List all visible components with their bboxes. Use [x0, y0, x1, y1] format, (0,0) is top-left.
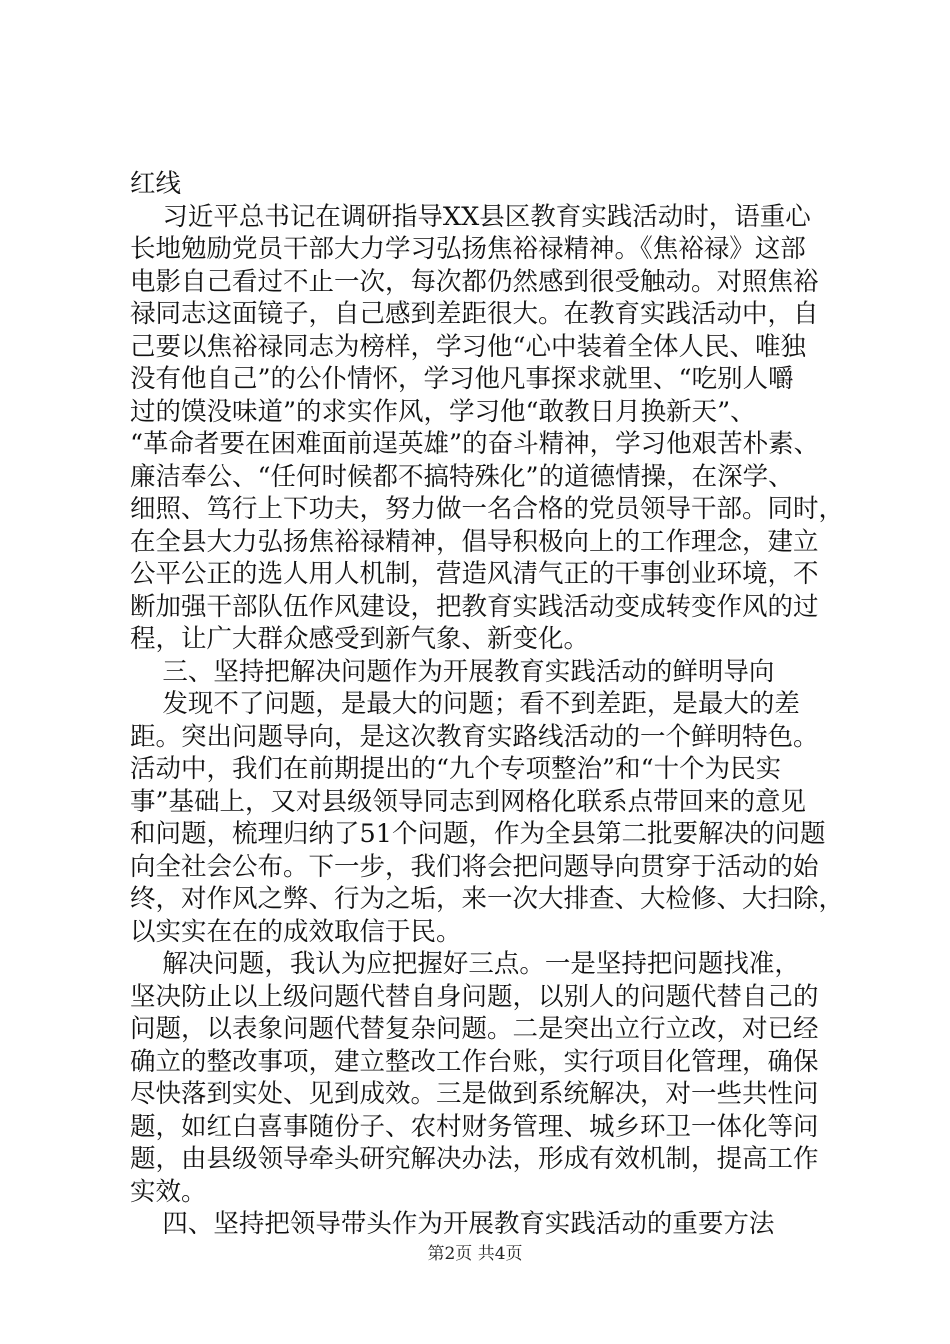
document-body [130, 168, 845, 1241]
text-line: 发现不了问题，是最大的问题；看不到差距，是最大的差 [130, 689, 800, 719]
text-line: 距。突出问题导向，是这次教育实路线活动的一个鲜明特色。 [130, 721, 819, 752]
text-line: 坚决防止以上级问题代替自身问题，以别人的问题代替自己的 [130, 981, 819, 1012]
text-line: 活动中，我们在前期提出的“九个专项整治”和“十个为民实 [130, 754, 782, 784]
text-line: 程，让广大群众感受到新气象、新变化。 [130, 624, 590, 654]
text-line: 向全社会公布。下一步，我们将会把问题导向贯穿于活动的始 [130, 851, 819, 882]
text-line: 红线 [130, 169, 182, 199]
text-line: 公平公正的选人用人机制，营造风清气正的干事创业环境，不 [130, 559, 819, 589]
text-line: 己要以焦裕禄同志为榜样，学习他“心中装着全体人民、唯独 [130, 331, 807, 362]
text-line: 题，如红白喜事随份子、农村财务管理、城乡环卫一体化等问 [130, 1111, 819, 1142]
text-line: 习近平总书记在调研指导XX县区教育实践活动时，语重心 [130, 201, 811, 232]
text-line: 事”基础上，又对县级领导同志到网格化联系点带回来的意见 [130, 786, 807, 817]
text-line: 三、坚持把解决问题作为开展教育实践活动的鲜明导向 [130, 656, 775, 687]
text-line: 实效。 [130, 1176, 207, 1207]
text-line: 禄同志这面镜子，自己感到差距很大。在教育实践活动中，自 [130, 299, 819, 329]
text-line: 四、坚持把领导带头作为开展教育实践活动的重要方法 [130, 1209, 775, 1239]
text-line: 终，对作风之弊、行为之垢，来一次大排查、大检修、大扫除， [130, 884, 845, 914]
text-line: 题，由县级领导牵头研究解决办法，形成有效机制，提高工作 [130, 1144, 819, 1174]
text-line: 和问题，梳理归纳了51个问题，作为全县第二批要解决的问题 [130, 819, 826, 849]
page-footer: 第2页 共4页 [427, 1244, 523, 1264]
text-line: 没有他自己”的公仆情怀，学习他凡事探求就里、“吃别人嚼 [130, 364, 794, 394]
text-line: 长地勉励党员干部大力学习弘扬焦裕禄精神。《焦裕禄》这部 [130, 234, 806, 264]
text-line: 解决问题，我认为应把握好三点。一是坚持把问题找准， [130, 949, 800, 979]
text-line: 电影自己看过不止一次，每次都仍然感到很受触动。对照焦裕 [130, 266, 819, 297]
text-line: 廉洁奉公、“任何时候都不搞特殊化”的道德情操，在深学、 [130, 461, 794, 492]
text-line: 尽快落到实处、见到成效。三是做到系统解决，对一些共性问 [130, 1079, 819, 1109]
text-line: 过的馍没味道”的求实作风，学习他“敢教日月换新天”、 [130, 396, 756, 427]
text-line: 在全县大力弘扬焦裕禄精神，倡导积极向上的工作理念，建立 [130, 526, 819, 557]
text-line: 确立的整改事项，建立整改工作台账，实行项目化管理，确保 [130, 1046, 819, 1077]
text-line: 以实实在在的成效取信于民。 [130, 916, 462, 947]
text-line: 断加强干部队伍作风建设，把教育实践活动变成转变作风的过 [130, 591, 819, 622]
text-line: 问题，以表象问题代替复杂问题。二是突出立行立改，对已经 [130, 1014, 819, 1044]
text-line: 细照、笃行上下功夫，努力做一名合格的党员领导干部。同时， [130, 494, 845, 524]
text-line: “革命者要在困难面前逞英雄”的奋斗精神，学习他艰苦朴素、 [130, 429, 820, 459]
